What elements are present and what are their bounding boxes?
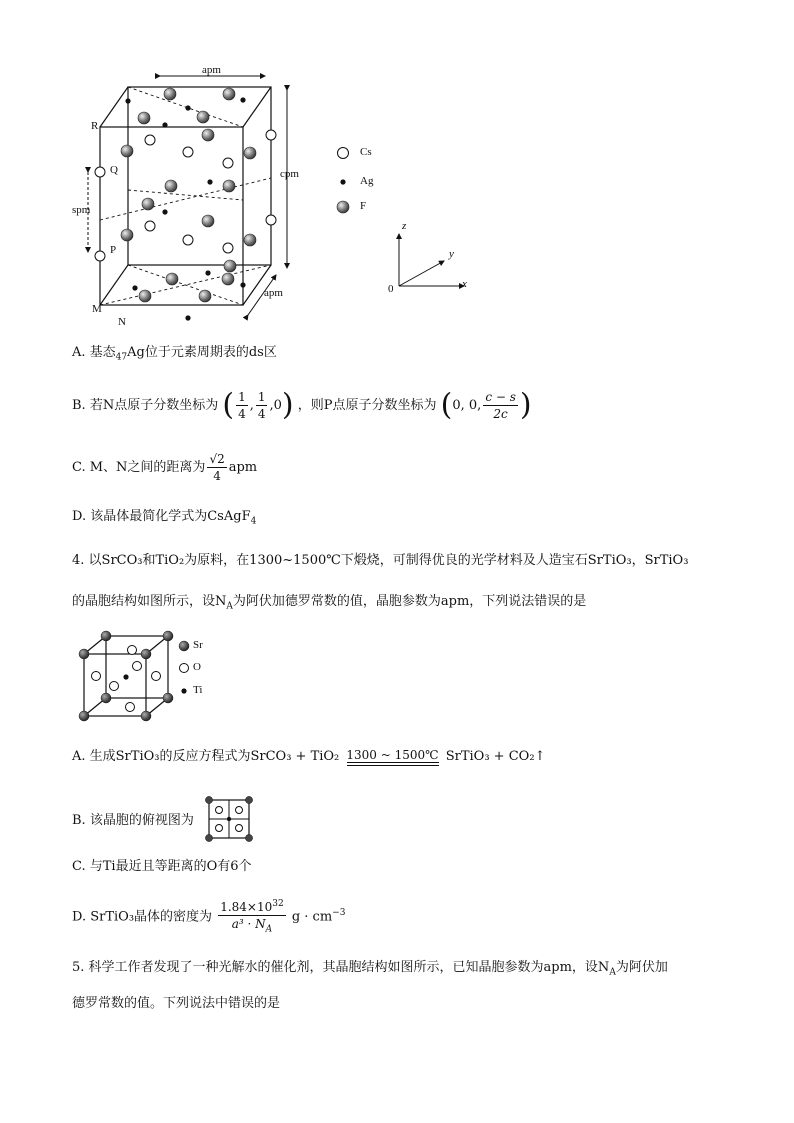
q5-stem-line2: 德罗常数的值。下列说法中错误的是 xyxy=(72,996,281,1011)
q4-option-d: D. SrTiO₃晶体的密度为 $\frac{1.84\times 10^{32}}{a^3 \cdot N_A}$ $g \cdot cm^{-3}$ xyxy=(72,893,345,933)
label-apm-bottom: apm xyxy=(264,287,283,299)
label-r: R xyxy=(91,120,99,132)
label-cpm: cpm xyxy=(280,168,299,180)
fig1-legend-symbols xyxy=(334,144,354,216)
label-apm-top: apm xyxy=(202,64,221,76)
srtio3-unit-cell-figure xyxy=(76,628,176,724)
q5-stem-line1: 5. 科学工作者发现了一种光解水的催化剂，其晶胞结构如图所示，已知晶胞参数为apm，设$N_A$为阿伏加 xyxy=(72,960,668,978)
legend-sr: Sr xyxy=(193,639,203,651)
q4-option-b: B. 该晶胞的俯视图为 xyxy=(72,813,194,828)
legend-o: O xyxy=(193,661,201,673)
label-spm: spm xyxy=(72,204,91,216)
legend-ag: Ag xyxy=(360,175,374,187)
top-view-figure xyxy=(204,796,254,842)
legend-ti: Ti xyxy=(193,684,203,696)
q4-stem-line1: 4. 以SrCO₃和TiO₂为原料，在1300~1500℃下煅烧，可制得优良的光学材料及人造宝石SrTiO₃，SrTiO₃ xyxy=(72,553,689,568)
q4-legend-symbols xyxy=(178,640,192,700)
q4-option-a: A. 生成SrTiO₃的反应方程式为SrCO₃ + TiO₂ 1300 ~ 1500℃ SrTiO₃ + CO₂↑ xyxy=(72,747,546,764)
q3-option-b: B. 若N点原子分数坐标为 ( $\frac{1}{4}$ , $\frac{1}{4}$ ,0) ，则P点原子分数坐标为 (0, 0, $\frac{c - s}{2c}$ ) xyxy=(72,387,532,423)
q3-option-a: A. 基态$_{47}$Ag位于元素周期表的ds区 xyxy=(72,345,277,363)
axis-y: y xyxy=(449,248,454,260)
coordinate-axes xyxy=(392,228,472,290)
q4-stem-line2: 的晶胞结构如图所示，设$N_A$为阿伏加德罗常数的值，晶胞参数为apm，下列说法错误的是 xyxy=(72,594,587,612)
label-m: M xyxy=(92,303,102,315)
legend-cs: Cs xyxy=(360,146,372,158)
axis-z: z xyxy=(402,220,407,232)
axis-origin: 0 xyxy=(388,283,394,295)
q3-option-d: D. 该晶体最简化学式为CsAgF$_4$ xyxy=(72,509,257,527)
axis-x: x xyxy=(462,278,467,290)
label-n: N xyxy=(118,316,126,328)
q3-option-c: C. M、N之间的距离为 $\frac{√2}{4}$ apm xyxy=(72,452,258,483)
label-q: Q xyxy=(110,164,118,176)
q4-option-c: C. 与Ti最近且等距离的O有6个 xyxy=(72,859,252,874)
legend-f: F xyxy=(360,200,367,212)
label-p: P xyxy=(110,244,117,256)
